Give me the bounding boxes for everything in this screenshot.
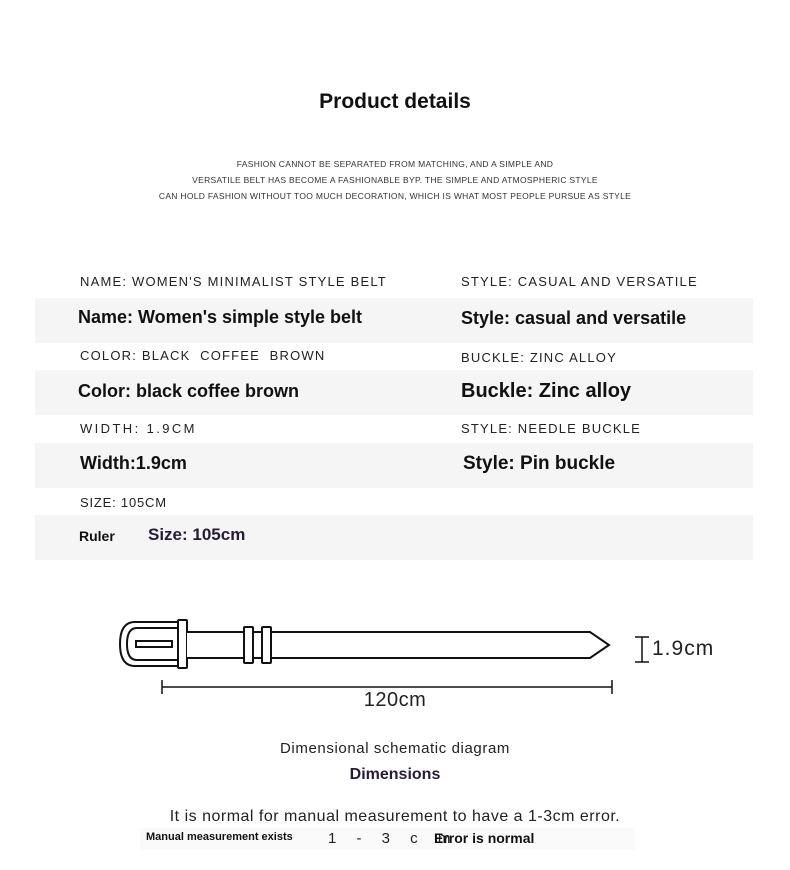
belt-loop-2 bbox=[262, 627, 271, 663]
ruler-label: Ruler bbox=[79, 528, 115, 544]
intro-line-1: FASHION CANNOT BE SEPARATED FROM MATCHING, AND A SIMPLE AND bbox=[236, 159, 554, 169]
schematic-caption: Dimensional schematic diagram bbox=[280, 740, 510, 757]
size-value: Size: 105cm bbox=[148, 525, 246, 544]
width-caption: WIDTH: 1.9CM bbox=[80, 421, 197, 436]
width-marker bbox=[635, 637, 649, 662]
error-sentence: It is normal for manual measurement to have a 1-3cm error. bbox=[169, 808, 621, 825]
belt-buckle-icon bbox=[120, 620, 187, 668]
color-value: Color: black coffee brown bbox=[78, 381, 300, 401]
page-title: Product details bbox=[319, 90, 471, 113]
width-value: Width:1.9cm bbox=[80, 453, 187, 473]
buckle-value: Buckle: Zinc alloy bbox=[461, 380, 632, 402]
belt-loop-1 bbox=[244, 627, 253, 663]
style-value: Style: casual and versatile bbox=[461, 308, 687, 328]
name-caption: NAME: WOMEN'S MINIMALIST STYLE BELT bbox=[80, 274, 387, 289]
buckle-caption: BUCKLE: ZINC ALLOY bbox=[461, 350, 617, 365]
size-caption: SIZE: 105CM bbox=[80, 495, 167, 510]
length-dimension-label: 120cm bbox=[363, 689, 427, 711]
intro-line-2: VERSATILE BELT HAS BECOME A FASHIONABLE BYP. THE SIMPLE AND ATMOSPHERIC STYLE bbox=[192, 175, 598, 185]
name-value: Name: Women's simple style belt bbox=[78, 307, 363, 327]
style2-caption: STYLE: NEEDLE BUCKLE bbox=[461, 421, 642, 436]
style-caption: STYLE: CASUAL AND VERSATILE bbox=[461, 274, 698, 289]
intro-line-3: CAN HOLD FASHION WITHOUT TOO MUCH DECORATION, WHICH IS WHAT MOST PEOPLE PURSUE AS STYLE bbox=[158, 191, 632, 201]
error-prefix: Manual measurement exists bbox=[146, 831, 293, 843]
size-band bbox=[35, 515, 753, 560]
dimensions-title: Dimensions bbox=[349, 766, 441, 783]
color-caption: COLOR: BLACK COFFEE BROWN bbox=[80, 348, 326, 363]
style2-value: Style: Pin buckle bbox=[463, 453, 616, 474]
width-dimension-label: 1.9cm bbox=[652, 637, 715, 660]
error-range: 1 - 3 c m bbox=[328, 830, 459, 847]
error-suffix: Error is normal bbox=[434, 830, 535, 846]
